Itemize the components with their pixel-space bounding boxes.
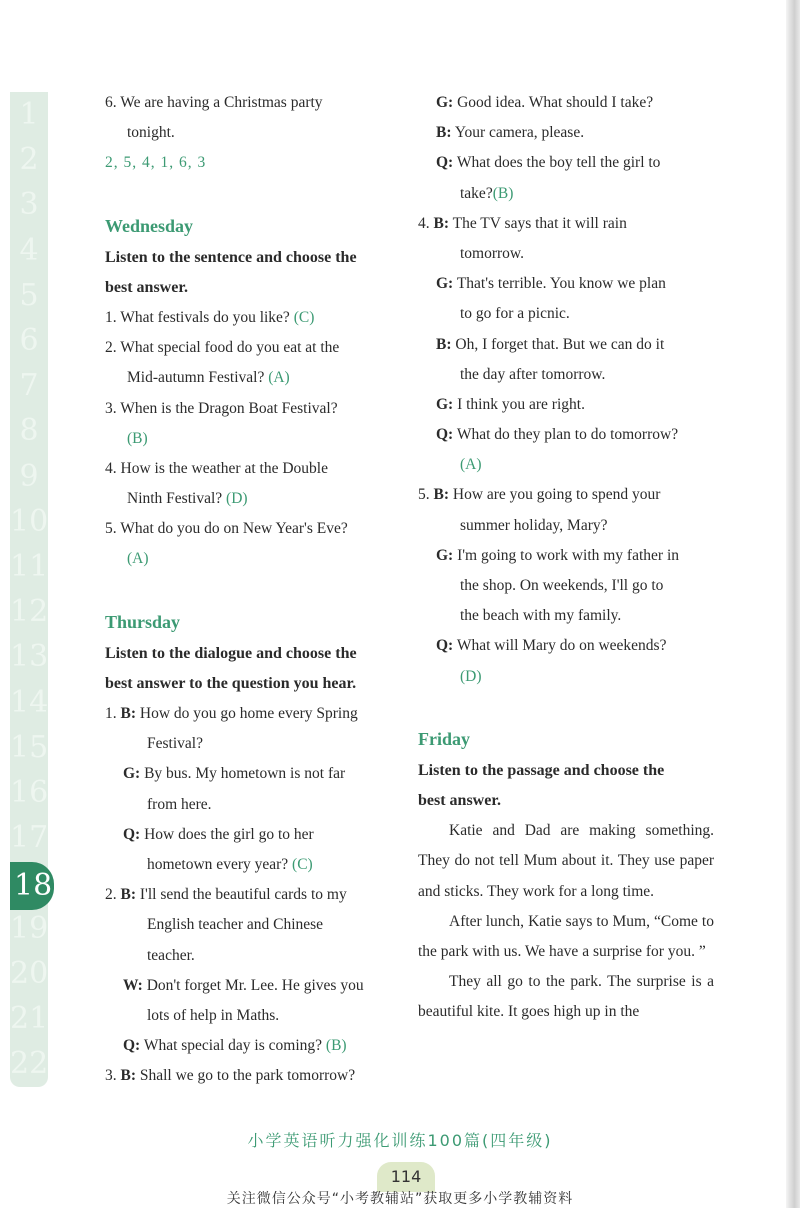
thu-d2-b-cont-1: English teacher and Chinese	[147, 916, 324, 934]
wed-question-1: 1. What festivals do you like? (C)	[105, 308, 315, 326]
d5-g-cont-2: the beach with my family.	[460, 607, 622, 625]
thu-d2-w-cont: lots of help in Maths.	[147, 1006, 280, 1024]
thu-d2-b-cont-2: teacher.	[147, 946, 195, 964]
thu-d1-g: G: By bus. My hometown is not far	[123, 765, 346, 783]
left-column	[105, 88, 405, 1091]
chapter-tab-2[interactable]: 2	[19, 142, 39, 178]
chapter-tab-strip	[10, 92, 48, 1087]
order-answer: 2, 5, 4, 1, 6, 3	[105, 154, 207, 172]
wed-question-4: 4. How is the weather at the Double	[105, 459, 328, 477]
wed-question-2: 2. What special food do you eat at the	[105, 339, 340, 357]
chapter-tab-8[interactable]: 8	[19, 413, 39, 449]
d3-answer: (B)	[492, 184, 514, 202]
d5-q: Q: What will Mary do on weekends?	[436, 637, 667, 655]
thu-d1-q-cont: hometown every year? (C)	[147, 855, 313, 873]
wednesday-heading: Wednesday	[105, 215, 194, 236]
d3-b: B: Your camera, please.	[436, 124, 585, 142]
wed-question-4-cont: Ninth Festival? (D)	[127, 490, 248, 508]
d5-g-cont-1: the shop. On weekends, I'll go to	[460, 577, 664, 594]
friday-heading: Friday	[418, 728, 470, 749]
wed-answer-4: (D)	[226, 490, 248, 508]
d3-q: Q: What does the boy tell the girl to	[436, 154, 661, 172]
thu-d1-g-cont: from here.	[147, 795, 212, 813]
thursday-instruction-1: Listen to the dialogue and choose the	[105, 644, 357, 662]
item-6-line-1: 6. We are having a Christmas party	[105, 94, 323, 111]
chapter-tab-10[interactable]: 10	[10, 503, 49, 539]
chapter-tab-12[interactable]: 12	[10, 594, 49, 630]
chapter-tab-17[interactable]: 17	[10, 820, 49, 856]
d4-b2: B: Oh, I forget that. But we can do it	[436, 335, 665, 353]
friday-instruction-1: Listen to the passage and choose the	[418, 761, 665, 779]
footer-note: 关注微信公众号“小考教辅站”获取更多小学教辅资料	[226, 1191, 574, 1207]
thu-d2-b: 2. B: I'll send the beautiful cards to my	[105, 886, 347, 904]
thu-d1-b-cont: Festival?	[147, 735, 203, 753]
chapter-tab-11[interactable]: 11	[10, 549, 49, 584]
wed-answer-3: (B)	[127, 429, 148, 447]
d5-answer: (D)	[460, 667, 482, 685]
wed-question-3: 3. When is the Dragon Boat Festival?	[105, 399, 338, 417]
chapter-tab-3[interactable]: 3	[19, 187, 39, 223]
chapter-tab-4[interactable]: 4	[19, 232, 39, 268]
passage-paragraph-3: They all go to the park. The surprise is a beautiful kite. It goes high up in the	[418, 973, 714, 1021]
chapter-tab-6[interactable]: 6	[19, 323, 39, 358]
chapter-tab-9[interactable]: 9	[19, 458, 39, 494]
d4-b-cont: tomorrow.	[460, 244, 524, 262]
d4-q: Q: What do they plan to do tomorrow?	[436, 426, 679, 444]
passage-paragraph-2: After lunch, Katie says to Mum, “Come to the park with us. We have a surprise for you. ”	[418, 912, 714, 960]
d4-g: G: That's terrible. You know we plan	[436, 275, 666, 293]
d3-q-cont: take?(B)	[460, 184, 514, 202]
d5-b-cont: summer holiday, Mary?	[460, 516, 608, 534]
chapter-tab-7[interactable]: 7	[19, 368, 39, 404]
chapter-tab-1[interactable]: 1	[19, 97, 39, 132]
d4-g2: G: I think you are right.	[436, 395, 585, 413]
chapter-tab-21[interactable]: 21	[10, 1001, 49, 1036]
wed-question-5: 5. What do you do on New Year's Eve?	[105, 520, 348, 538]
thu-d1-b: 1. B: How do you go home every Spring	[105, 705, 358, 722]
thu-d1-answer: (C)	[292, 855, 313, 873]
passage-paragraph-1: Katie and Dad are making something. They do not tell Mum about it. They use paper and sticks. They work for a long time.	[418, 822, 714, 900]
d5-g: G: I'm going to work with my father in	[436, 546, 680, 564]
thursday-heading: Thursday	[105, 611, 181, 632]
page-number: 114	[377, 1162, 435, 1192]
chapter-tab-22[interactable]: 22	[10, 1046, 49, 1082]
wed-answer-1: (C)	[293, 308, 315, 326]
d4-b2-cont: the day after tomorrow.	[460, 365, 606, 383]
wednesday-instruction-1: Listen to the sentence and choose the	[105, 248, 357, 266]
wed-answer-2: (A)	[268, 369, 290, 387]
thu-d2-w: W: Don't forget Mr. Lee. He gives you	[123, 976, 364, 994]
active-chapter-tab[interactable]: 18	[10, 862, 54, 910]
friday-passage	[418, 816, 714, 1027]
item-6-line-2: tonight.	[127, 124, 175, 142]
page-edge	[786, 0, 800, 1208]
thu-d3-b: 3. B: Shall we go to the park tomorrow?	[105, 1067, 356, 1085]
d3-g: G: Good idea. What should I take?	[436, 94, 654, 111]
chapter-tab-5[interactable]: 5	[19, 277, 39, 313]
thu-d1-q: Q: How does the girl go to her	[123, 825, 314, 843]
thu-d2-answer: (B)	[325, 1037, 347, 1055]
chapter-tab-14[interactable]: 14	[10, 684, 49, 720]
d5-b: 5. B: How are you going to spend your	[418, 486, 661, 504]
chapter-tab-16[interactable]: 16	[10, 775, 49, 810]
wednesday-instruction-2: best answer.	[105, 278, 188, 296]
friday-instruction-2: best answer.	[418, 791, 501, 809]
thursday-instruction-2: best answer to the question you hear.	[105, 674, 357, 692]
d4-answer: (A)	[460, 456, 482, 474]
chapter-tab-15[interactable]: 15	[10, 729, 49, 765]
d4-g-cont: to go for a picnic.	[460, 305, 570, 323]
wed-question-2-cont: Mid-autumn Festival? (A)	[127, 369, 290, 387]
wed-answer-5: (A)	[127, 550, 149, 568]
d4-b: 4. B: The TV says that it will rain	[418, 214, 627, 232]
right-column	[418, 88, 714, 1028]
book-title: 小学英语听力强化训练100篇(四年级)	[247, 1131, 553, 1150]
chapter-tab-20[interactable]: 20	[10, 955, 49, 991]
chapter-tab-19[interactable]: 19	[10, 910, 49, 946]
chapter-tab-13[interactable]: 13	[10, 639, 49, 675]
thu-d2-q: Q: What special day is coming? (B)	[123, 1037, 347, 1055]
